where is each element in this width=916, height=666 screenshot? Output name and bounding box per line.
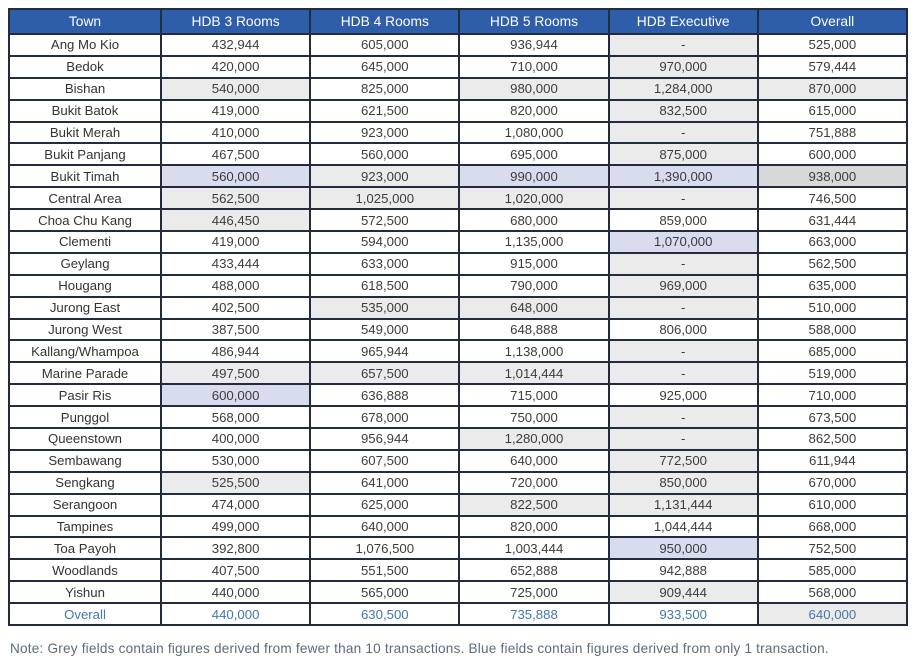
value-cell: 1,138,000 (459, 340, 608, 362)
value-cell: 499,000 (161, 516, 310, 538)
overall-row (9, 603, 907, 625)
footnote: Note: Grey fields contain figures derived from fewer than 10 transactions. Blue fields contain figures derived from only 1 transaction. (10, 641, 829, 657)
town-cell: Marine Parade (9, 362, 161, 384)
table-row (9, 143, 907, 165)
table-row (9, 450, 907, 472)
town-cell: Choa Chu Kang (9, 209, 161, 231)
table-row (9, 56, 907, 78)
town-cell: Bedok (9, 56, 161, 78)
column-header-hdb-3-rooms: HDB 3 Rooms (161, 9, 310, 34)
value-cell: 630,500 (310, 603, 459, 625)
value-cell: 610,000 (758, 494, 907, 516)
value-cell: 594,000 (310, 231, 459, 253)
value-cell: 633,000 (310, 253, 459, 275)
value-cell: 635,000 (758, 275, 907, 297)
table-row (9, 187, 907, 209)
value-cell: 1,076,500 (310, 537, 459, 559)
town-cell: Hougang (9, 275, 161, 297)
value-cell: 535,000 (310, 297, 459, 319)
value-cell: 588,000 (758, 319, 907, 341)
value-cell: 822,500 (459, 494, 608, 516)
value-cell: 607,500 (310, 450, 459, 472)
column-header-hdb-5-rooms: HDB 5 Rooms (459, 9, 608, 34)
value-cell: 685,000 (758, 340, 907, 362)
table-row (9, 275, 907, 297)
value-cell: 648,000 (459, 297, 608, 319)
value-cell: 486,944 (161, 340, 310, 362)
value-cell: 497,500 (161, 362, 310, 384)
value-cell: 585,000 (758, 559, 907, 581)
value-cell: 950,000 (609, 537, 758, 559)
value-cell: 640,000 (310, 516, 459, 538)
table-row (9, 494, 907, 516)
value-cell: 969,000 (609, 275, 758, 297)
value-cell: 387,500 (161, 319, 310, 341)
value-cell: 933,500 (609, 603, 758, 625)
town-cell: Yishun (9, 581, 161, 603)
column-header-overall: Overall (758, 9, 907, 34)
hdb-prices-table (8, 8, 908, 626)
town-cell: Queenstown (9, 428, 161, 450)
town-cell: Bukit Panjang (9, 143, 161, 165)
table-header-row (9, 9, 907, 34)
value-cell: 990,000 (459, 165, 608, 187)
town-cell: Bukit Batok (9, 100, 161, 122)
value-cell: 420,000 (161, 56, 310, 78)
table-row (9, 209, 907, 231)
table-row (9, 384, 907, 406)
value-cell: 618,500 (310, 275, 459, 297)
value-cell: 980,000 (459, 78, 608, 100)
value-cell: 407,500 (161, 559, 310, 581)
table-body (9, 34, 907, 625)
value-cell: - (609, 428, 758, 450)
value-cell: 1,044,444 (609, 516, 758, 538)
table-row (9, 100, 907, 122)
value-cell: 680,000 (459, 209, 608, 231)
value-cell: 519,000 (758, 362, 907, 384)
value-cell: - (609, 340, 758, 362)
value-cell: 820,000 (459, 516, 608, 538)
town-cell: Jurong West (9, 319, 161, 341)
value-cell: 551,500 (310, 559, 459, 581)
value-cell: 695,000 (459, 143, 608, 165)
value-cell: 525,500 (161, 472, 310, 494)
value-cell: 400,000 (161, 428, 310, 450)
value-cell: 631,444 (758, 209, 907, 231)
value-cell: 565,000 (310, 581, 459, 603)
value-cell: 936,944 (459, 34, 608, 56)
value-cell: 568,000 (758, 581, 907, 603)
value-cell: 820,000 (459, 100, 608, 122)
value-cell: 645,000 (310, 56, 459, 78)
town-cell: Punggol (9, 406, 161, 428)
value-cell: 673,500 (758, 406, 907, 428)
value-cell: 488,000 (161, 275, 310, 297)
value-cell: 568,000 (161, 406, 310, 428)
value-cell: 925,000 (609, 384, 758, 406)
town-cell: Bishan (9, 78, 161, 100)
value-cell: - (609, 187, 758, 209)
table-row (9, 559, 907, 581)
value-cell: 419,000 (161, 100, 310, 122)
value-cell: 562,500 (161, 187, 310, 209)
value-cell: 710,000 (459, 56, 608, 78)
table-row (9, 253, 907, 275)
value-cell: 621,500 (310, 100, 459, 122)
value-cell: 1,390,000 (609, 165, 758, 187)
table-row (9, 231, 907, 253)
value-cell: 1,284,000 (609, 78, 758, 100)
value-cell: - (609, 122, 758, 144)
value-cell: 402,500 (161, 297, 310, 319)
value-cell: 725,000 (459, 581, 608, 603)
town-cell: Clementi (9, 231, 161, 253)
table-row (9, 122, 907, 144)
value-cell: 615,000 (758, 100, 907, 122)
value-cell: 942,888 (609, 559, 758, 581)
value-cell: 832,500 (609, 100, 758, 122)
value-cell: 549,000 (310, 319, 459, 341)
value-cell: - (609, 253, 758, 275)
value-cell: 410,000 (161, 122, 310, 144)
value-cell: 720,000 (459, 472, 608, 494)
table-header (9, 9, 907, 34)
town-cell: Geylang (9, 253, 161, 275)
value-cell: 1,080,000 (459, 122, 608, 144)
value-cell: 611,944 (758, 450, 907, 472)
value-cell: 579,444 (758, 56, 907, 78)
value-cell: 970,000 (609, 56, 758, 78)
value-cell: 1,020,000 (459, 187, 608, 209)
value-cell: 640,000 (459, 450, 608, 472)
value-cell: 859,000 (609, 209, 758, 231)
value-cell: 525,000 (758, 34, 907, 56)
value-cell: 446,450 (161, 209, 310, 231)
value-cell: 715,000 (459, 384, 608, 406)
town-cell: Toa Payoh (9, 537, 161, 559)
value-cell: 572,500 (310, 209, 459, 231)
column-header-hdb-4-rooms: HDB 4 Rooms (310, 9, 459, 34)
value-cell: 440,000 (161, 603, 310, 625)
column-header-town: Town (9, 9, 161, 34)
value-cell: 668,000 (758, 516, 907, 538)
value-cell: 510,000 (758, 297, 907, 319)
value-cell: - (609, 34, 758, 56)
value-cell: 605,000 (310, 34, 459, 56)
town-cell: Ang Mo Kio (9, 34, 161, 56)
town-cell: Overall (9, 603, 161, 625)
value-cell: 938,000 (758, 165, 907, 187)
value-cell: 640,000 (758, 603, 907, 625)
town-cell: Woodlands (9, 559, 161, 581)
table-row (9, 516, 907, 538)
value-cell: - (609, 406, 758, 428)
value-cell: 432,944 (161, 34, 310, 56)
value-cell: 1,003,444 (459, 537, 608, 559)
value-cell: 600,000 (758, 143, 907, 165)
value-cell: 956,944 (310, 428, 459, 450)
value-cell: 419,000 (161, 231, 310, 253)
town-cell: Jurong East (9, 297, 161, 319)
value-cell: 648,888 (459, 319, 608, 341)
value-cell: 625,000 (310, 494, 459, 516)
value-cell: 678,000 (310, 406, 459, 428)
value-cell: 825,000 (310, 78, 459, 100)
value-cell: 560,000 (310, 143, 459, 165)
value-cell: 467,500 (161, 143, 310, 165)
value-cell: 562,500 (758, 253, 907, 275)
value-cell: 875,000 (609, 143, 758, 165)
town-cell: Bukit Merah (9, 122, 161, 144)
value-cell: 870,000 (758, 78, 907, 100)
town-cell: Pasir Ris (9, 384, 161, 406)
value-cell: 1,070,000 (609, 231, 758, 253)
value-cell: 909,444 (609, 581, 758, 603)
table-row (9, 340, 907, 362)
column-header-hdb-executive: HDB Executive (609, 9, 758, 34)
value-cell: 710,000 (758, 384, 907, 406)
value-cell: 440,000 (161, 581, 310, 603)
town-cell: Bukit Timah (9, 165, 161, 187)
value-cell: 1,025,000 (310, 187, 459, 209)
value-cell: 1,014,444 (459, 362, 608, 384)
value-cell: 1,131,444 (609, 494, 758, 516)
value-cell: 392,800 (161, 537, 310, 559)
table-row (9, 428, 907, 450)
value-cell: 657,500 (310, 362, 459, 384)
value-cell: - (609, 297, 758, 319)
table-row (9, 78, 907, 100)
value-cell: 1,280,000 (459, 428, 608, 450)
town-cell: Central Area (9, 187, 161, 209)
value-cell: 923,000 (310, 165, 459, 187)
value-cell: 965,944 (310, 340, 459, 362)
value-cell: 433,444 (161, 253, 310, 275)
town-cell: Serangoon (9, 494, 161, 516)
table-row (9, 472, 907, 494)
table-row (9, 165, 907, 187)
value-cell: 540,000 (161, 78, 310, 100)
table-row (9, 537, 907, 559)
table-row (9, 581, 907, 603)
town-cell: Kallang/Whampoa (9, 340, 161, 362)
table-row (9, 319, 907, 341)
value-cell: 663,000 (758, 231, 907, 253)
value-cell: 923,000 (310, 122, 459, 144)
value-cell: 850,000 (609, 472, 758, 494)
value-cell: 772,500 (609, 450, 758, 472)
value-cell: 915,000 (459, 253, 608, 275)
value-cell: 746,500 (758, 187, 907, 209)
value-cell: 750,000 (459, 406, 608, 428)
value-cell: 1,135,000 (459, 231, 608, 253)
table-row (9, 406, 907, 428)
value-cell: 862,500 (758, 428, 907, 450)
value-cell: 641,000 (310, 472, 459, 494)
value-cell: 790,000 (459, 275, 608, 297)
value-cell: 636,888 (310, 384, 459, 406)
value-cell: 560,000 (161, 165, 310, 187)
value-cell: 652,888 (459, 559, 608, 581)
value-cell: 752,500 (758, 537, 907, 559)
value-cell: 530,000 (161, 450, 310, 472)
town-cell: Sembawang (9, 450, 161, 472)
value-cell: 474,000 (161, 494, 310, 516)
value-cell: 600,000 (161, 384, 310, 406)
town-cell: Sengkang (9, 472, 161, 494)
value-cell: 751,888 (758, 122, 907, 144)
value-cell: 806,000 (609, 319, 758, 341)
value-cell: 670,000 (758, 472, 907, 494)
table-row (9, 34, 907, 56)
value-cell: - (609, 362, 758, 384)
table-row (9, 297, 907, 319)
town-cell: Tampines (9, 516, 161, 538)
table-row (9, 362, 907, 384)
value-cell: 735,888 (459, 603, 608, 625)
